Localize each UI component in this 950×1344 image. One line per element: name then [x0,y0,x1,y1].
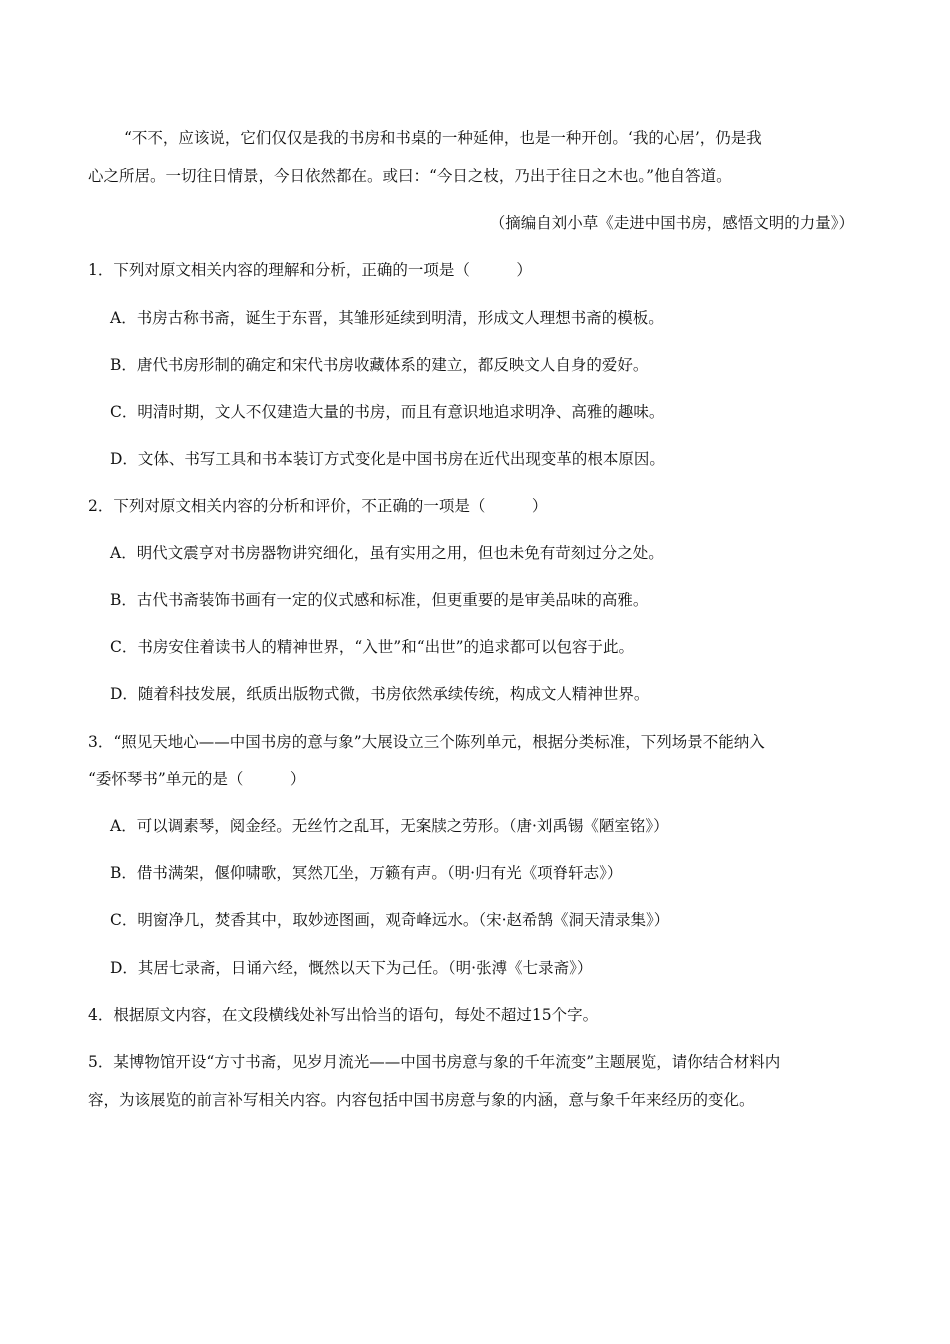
question-1-stem: 1．下列对原文相关内容的理解和分析，正确的一项是（ ） [88,261,532,279]
question-3-option-c: C．明窗净几，焚香其中，取妙迹图画，观奇峰远水。（宋·赵希鹄《洞天清录集》） [110,911,670,929]
question-2-option-b: B．古代书斋装饰书画有一定的仪式感和标准，但更重要的是审美品味的高雅。 [110,591,649,609]
source-citation: （摘编自刘小草《走进中国书房，感悟文明的力量》） [489,214,854,232]
question-2-option-c: C．书房安住着读书人的精神世界，“入世”和“出世”的追求都可以包容于此。 [110,638,635,656]
question-2-stem: 2．下列对原文相关内容的分析和评价，不正确的一项是（ ） [88,497,548,515]
intro-paragraph-line-2: 心之所居。一切往日情景，今日依然都在。或曰：“今日之枝，乃出于往日之木也。”他自答道。 [88,167,732,185]
question-3-stem-line-1: 3．“照见天地心——中国书房的意与象”大展设立三个陈列单元，根据分类标准，下列场景不能纳入 [88,733,765,751]
question-3-stem-line-2: “委怀琴书”单元的是（ ） [88,770,306,788]
question-1-option-c: C．明清时期，文人不仅建造大量的书房，而且有意识地追求明净、高雅的趣味。 [110,403,665,421]
question-3-option-b: B．借书满架，偃仰啸歌，冥然兀坐，万籁有声。（明·归有光《项脊轩志》） [110,864,623,882]
question-3-option-d: D．其居七录斋，日诵六经，慨然以天下为己任。（明·张溥《七录斋》） [110,959,593,977]
question-2-option-a: A．明代文震亨对书房器物讲究细化，虽有实用之用，但也未免有苛刻过分之处。 [110,544,664,562]
intro-paragraph-line-1: “不不，应该说，它们仅仅是我的书房和书桌的一种延伸，也是一种开创。‘我的心居’，仍是我 [124,129,762,147]
question-3-option-a: A．可以调素琴，阅金经。无丝竹之乱耳，无案牍之劳形。（唐·刘禹锡《陋室铭》） [110,817,669,835]
question-1-option-a: A．书房古称书斋，诞生于东晋，其雏形延续到明清，形成文人理想书斋的模板。 [110,309,664,327]
question-1-option-b: B．唐代书房形制的确定和宋代书房收藏体系的建立，都反映文人自身的爱好。 [110,356,649,374]
question-5-stem-line-1: 5．某博物馆开设“方寸书斋，见岁月流光——中国书房意与象的千年流变”主题展览，请你结合材料内 [88,1053,781,1071]
question-2-option-d: D．随着科技发展，纸质出版物式微，书房依然承续传统，构成文人精神世界。 [110,685,650,703]
question-1-option-d: D．文体、书写工具和书本装订方式变化是中国书房在近代出现变革的根本原因。 [110,450,665,468]
question-5-stem-line-2: 容，为该展览的前言补写相关内容。内容包括中国书房意与象的内涵，意与象千年来经历的变化。 [88,1091,755,1109]
question-4-stem: 4．根据原文内容，在文段横线处补写出恰当的语句，每处不超过15个字。 [88,1006,599,1024]
